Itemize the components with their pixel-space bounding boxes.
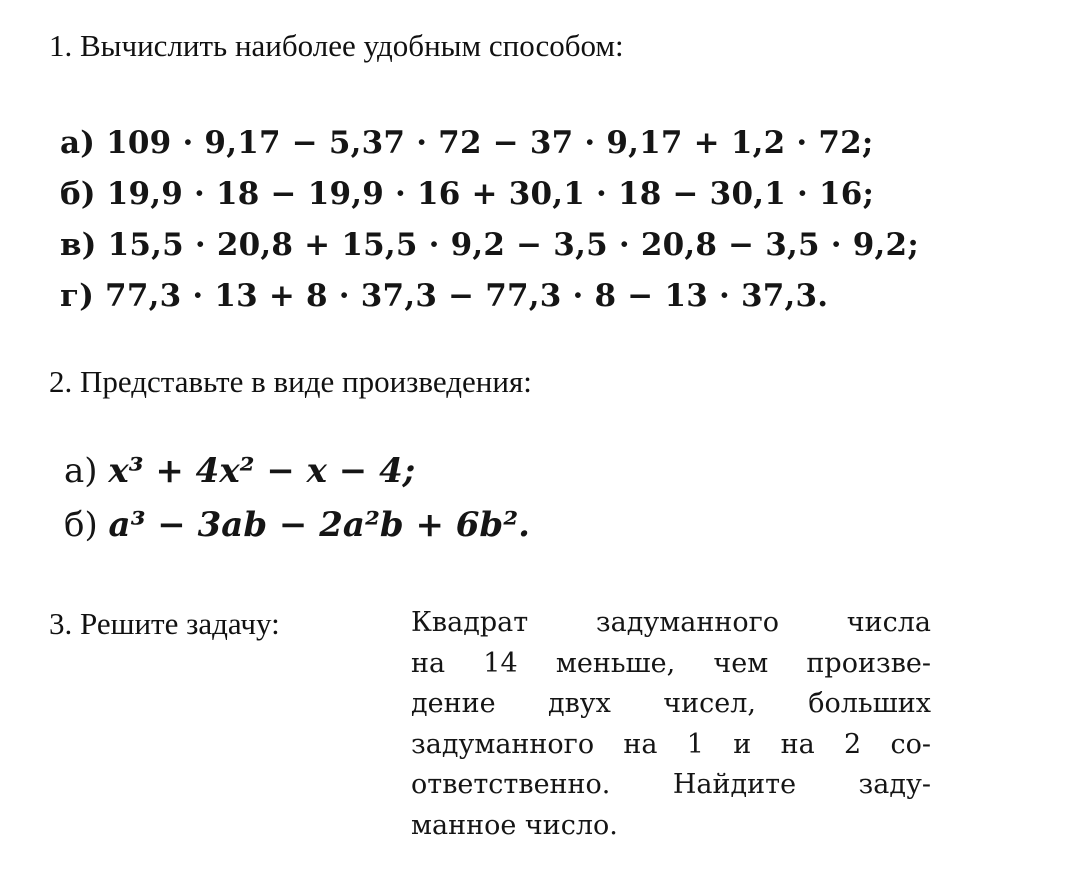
task-1-item-g: г) 77,3 · 13 + 8 · 37,3 − 77,3 · 8 − 13 · 37,3. <box>60 278 829 314</box>
task-2-heading: 2. Представьте в виде произведения: <box>49 364 532 399</box>
task-2-item-a <box>64 444 530 498</box>
task-3-text-line: ответственно. Найдите заду- <box>411 769 931 800</box>
task-1-expression-list <box>60 118 919 322</box>
task-2-expression-list <box>64 444 530 552</box>
task-3-text-line: Квадрат задуманного числа <box>411 607 931 638</box>
task-1-heading: 1. Вычислить наиболее удобным способом: <box>49 28 624 63</box>
task-3-problem-text <box>411 603 941 846</box>
task-3-text-line: манное число. <box>411 809 618 841</box>
task-3-text-line: дение двух чисел, больших <box>411 688 931 719</box>
task-3-text-line: на 14 меньше, чем произве- <box>411 647 931 679</box>
task-1-item-a: а) 109 · 9,17 − 5,37 · 72 − 37 · 9,17 + 1,2 · 72; <box>60 125 874 161</box>
task-2-item-b <box>64 498 530 552</box>
task-3-heading: 3. Решите задачу: <box>49 606 280 641</box>
task-2-item-a-label: а) <box>64 451 98 491</box>
task-2-item-b-expression: a³ − 3ab − 2a²b + 6b². <box>108 505 530 545</box>
task-2-item-a-expression: x³ + 4x² − x − 4; <box>108 451 416 491</box>
task-1-item-v: в) 15,5 · 20,8 + 15,5 · 9,2 − 3,5 · 20,8 − 3,5 · 9,2; <box>60 227 919 263</box>
task-1-item-b: б) 19,9 · 18 − 19,9 · 16 + 30,1 · 18 − 30,1 · 16; <box>60 176 875 212</box>
task-3-text-line: задуманного на 1 и на 2 со- <box>411 728 931 760</box>
task-2-item-b-label: б) <box>64 505 98 545</box>
